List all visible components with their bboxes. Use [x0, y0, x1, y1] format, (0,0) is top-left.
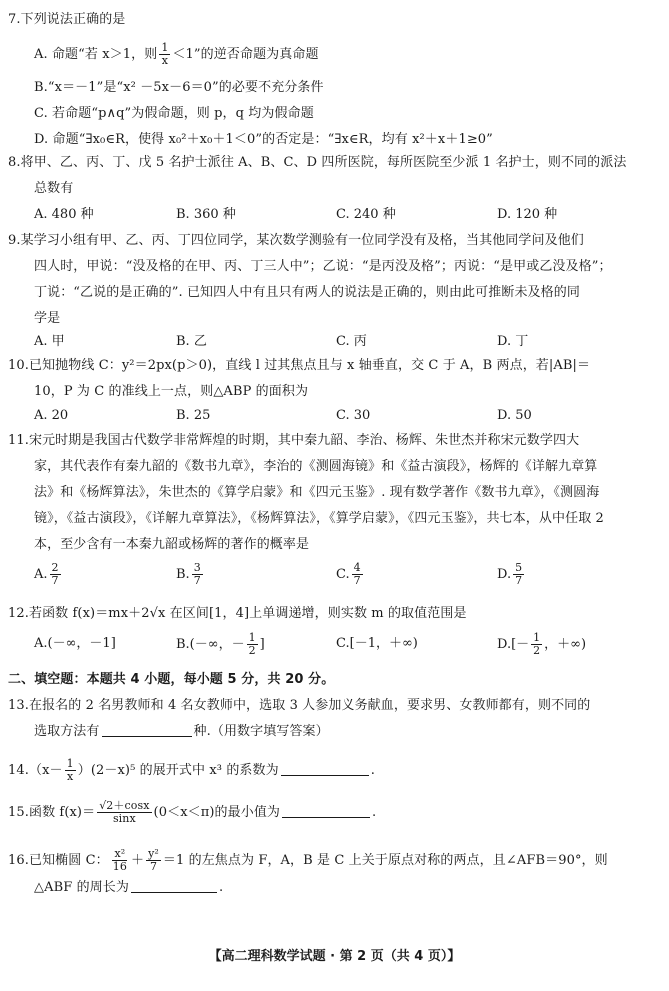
q12-option-d: [497, 632, 586, 657]
fraction-denominator: x: [161, 54, 169, 67]
q11-line-5: 本，至少含有一本秦九韶或杨辉的著作的概率是: [34, 537, 310, 552]
fraction: [65, 758, 76, 783]
q7-option-c: C. 若命题“p∧q”为假命题，则 p，q 均为假命题: [34, 106, 314, 121]
fraction-denominator: 7: [353, 574, 361, 587]
fraction-denominator: 16: [112, 860, 127, 873]
fraction-numerator: 1: [66, 757, 74, 770]
fraction: [531, 632, 542, 657]
fraction-numerator: 2: [51, 561, 59, 574]
q10-line-1: 10.已知抛物线 C：y²＝2px(p＞0)，直线 l 过其焦点且与 x 轴垂直，交 C 于 A，B 两点，若|AB|＝: [8, 358, 591, 373]
q13-l2-post: 种.（用数字填写答案）: [193, 724, 329, 739]
q12-b-post: ]: [259, 637, 265, 652]
fraction: [192, 562, 203, 587]
fraction-denominator: 7: [193, 574, 201, 587]
q16-line-2: [34, 880, 223, 896]
option-label: A.: [34, 567, 48, 582]
q14-mid: ）(2－x)⁵ 的展开式中 x³ 的系数为: [77, 763, 279, 778]
fraction-denominator: 7: [515, 574, 523, 587]
fraction-numerator: 4: [353, 561, 361, 574]
fraction: [352, 562, 363, 587]
q16-post: ＝1 的左焦点为 F，A，B 是 C 上关于原点对称的两点，且∠AFB＝90°，则: [162, 853, 608, 868]
q9-line-4: 学是: [34, 311, 61, 326]
fraction-denominator: 7: [149, 860, 158, 873]
q16-plus: ＋: [130, 853, 145, 868]
q16-line-1: [8, 848, 608, 873]
fraction: [111, 848, 129, 873]
answer-blank[interactable]: [281, 763, 369, 776]
q11-option-c: [336, 562, 365, 587]
q9-option-c: C. 丙: [336, 334, 367, 349]
fraction-denominator: sinx: [112, 812, 136, 825]
q7-a-post: ＜1”的逆否命题为真命题: [172, 47, 319, 62]
answer-blank[interactable]: [282, 805, 370, 818]
page-footer: 【高二理科数学试题 · 第 2 页（共 4 页）】: [208, 949, 461, 964]
q12-d-post: ，＋∞): [544, 637, 587, 652]
fraction: [97, 800, 151, 825]
q7-option-b: B.“x＝－1”是“x² －5x－6＝0”的必要不充分条件: [34, 80, 324, 95]
fraction-numerator: y²: [148, 847, 159, 860]
q16-l2-pre: △ABF 的周长为: [34, 880, 129, 895]
fraction-numerator: 1: [533, 631, 541, 644]
fraction: [247, 632, 258, 657]
q15-pre: 15.函数 f(x)＝: [8, 805, 96, 820]
q11-line-1: 11.宋元时期是我国古代数学非常辉煌的时期，其中秦九韶、李治、杨辉、朱世杰并称宋元数学四大: [8, 433, 580, 448]
q9-option-d: D. 丁: [497, 334, 529, 349]
q9-line-3: 丁说：“乙说的是正确的”. 已知四人中有且只有两人的说法是正确的，则由此可推断未及格的同: [34, 285, 580, 300]
fraction-numerator: 5: [515, 561, 523, 574]
q12-option-c: C.[－1，＋∞): [336, 636, 418, 651]
q7-option-d: D. 命题“∃x₀∈R，使得 x₀²＋x₀＋1＜0”的否定是：“∃x∈R，均有 x²＋x＋1≥0”: [34, 132, 493, 147]
fraction-denominator: x: [67, 770, 74, 783]
q11-line-4: 镜》，《益古演段》，《详解九章算法》，《杨辉算法》，《算学启蒙》，《四元玉鉴》，共七本，从中任取 2: [34, 511, 604, 526]
q9-option-b: B. 乙: [176, 334, 207, 349]
q12-option-b: [176, 632, 265, 657]
fraction-denominator: 2: [533, 644, 541, 657]
fraction-numerator: 3: [193, 561, 201, 574]
option-label: C.: [336, 567, 350, 582]
q10-option-b: B. 25: [176, 408, 211, 423]
q15-mid: (0＜x＜π)的最小值为: [153, 805, 281, 820]
q10-option-a: A. 20: [34, 408, 69, 423]
fraction-denominator: 2: [248, 644, 256, 657]
q12-stem: 12.若函数 f(x)＝mx＋2√x 在区间[1，4]上单调递增，则实数 m 的取值范围是: [8, 606, 467, 621]
fraction-numerator: x²: [114, 847, 126, 860]
fraction: [146, 848, 161, 873]
q7-option-a: [34, 42, 319, 67]
q15-post: .: [372, 805, 377, 820]
fraction: [159, 42, 170, 67]
option-label: B.: [176, 567, 190, 582]
q8-option-a: A. 480 种: [34, 207, 94, 222]
fraction: [513, 562, 524, 587]
q11-option-b: [176, 562, 205, 587]
q8-line-1: 8.将甲、乙、丙、丁、戊 5 名护士派往 A、B、C、D 四所医院，每所医院至少派 1 名护士，则不同的派法: [8, 155, 627, 170]
fraction: [50, 562, 61, 587]
q7-stem: 7.下列说法正确的是: [8, 12, 126, 27]
fraction-numerator: 1: [161, 41, 169, 54]
q12-b-pre: B.(－∞，－: [176, 637, 245, 652]
fraction-denominator: 7: [51, 574, 59, 587]
q12-option-a: A.(－∞，－1]: [34, 636, 116, 651]
q13-l2-pre: 选取方法有: [34, 724, 100, 739]
answer-blank[interactable]: [102, 724, 192, 737]
section-2-heading: 二、填空题：本题共 4 小题，每小题 5 分，共 20 分。: [8, 672, 335, 687]
q8-option-c: C. 240 种: [336, 207, 396, 222]
q11-line-2: 家，其代表作有秦九韶的《数书九章》，李治的《测圆海镜》和《益古演段》，杨辉的《详解九章算: [34, 459, 598, 474]
q14-pre: 14.（x－: [8, 763, 63, 778]
q10-option-d: D. 50: [497, 408, 532, 423]
q13-line-2: [34, 724, 329, 740]
q7-a-pre: A. 命题“若 x＞1，则: [34, 47, 158, 62]
q14-line: [8, 758, 375, 783]
q8-line-2: 总数有: [34, 181, 74, 196]
q8-option-d: D. 120 种: [497, 207, 558, 222]
q12-d-pre: D.[－: [497, 637, 530, 652]
q15-line: [8, 800, 376, 825]
q9-line-2: 四人时，甲说：“没及格的在甲、丙、丁三人中”；乙说：“是丙没及格”；丙说：“是甲或乙没及格”；: [34, 259, 612, 274]
option-label: D.: [497, 567, 512, 582]
answer-blank[interactable]: [131, 880, 217, 893]
q9-option-a: A. 甲: [34, 334, 65, 349]
fraction-numerator: 1: [248, 631, 256, 644]
q9-line-1: 9.某学习小组有甲、乙、丙、丁四位同学，某次数学测验有一位同学没有及格，当其他同学问及他们: [8, 233, 584, 248]
q16-l2-post: .: [219, 880, 224, 895]
q10-option-c: C. 30: [336, 408, 371, 423]
q11-option-d: [497, 562, 526, 587]
q10-line-2: 10，P 为 C 的准线上一点，则△ABP 的面积为: [34, 384, 309, 399]
q11-option-a: [34, 562, 63, 587]
q14-post: .: [370, 763, 375, 778]
q11-line-3: 法》和《杨辉算法》，朱世杰的《算学启蒙》和《四元玉鉴》. 现有数学著作《数书九章》，《测圆海: [34, 485, 600, 500]
q16-pre: 16.已知椭圆 C：: [8, 853, 109, 868]
q8-option-b: B. 360 种: [176, 207, 236, 222]
q13-line-1: 13.在报名的 2 名男教师和 4 名女教师中，选取 3 人参加义务献血，要求男、女教师都有，则不同的: [8, 698, 591, 713]
fraction-numerator: √2＋cosx: [99, 799, 150, 812]
